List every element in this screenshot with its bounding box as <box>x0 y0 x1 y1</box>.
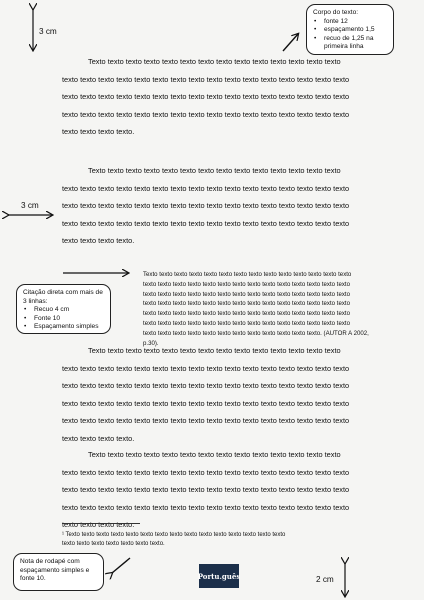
text-line: Texto texto texto texto texto texto texto texto texto texto texto texto texto texto <box>88 57 341 66</box>
quote-note-title: Citação direta com mais de 3 linhas: <box>23 289 103 305</box>
brand-logo-text: Portu.guês <box>197 571 241 581</box>
body-paragraph-3 <box>62 342 386 448</box>
quote-line: texto texto texto texto texto texto texto texto texto texto texto texto. (AUTOR A 2002, <box>143 329 369 337</box>
quote-line: texto texto texto texto texto texto texto texto texto texto texto texto texto texto <box>143 300 350 308</box>
body-note-list <box>313 18 387 52</box>
body-note-item: • espaçamento 1,5 <box>313 26 387 35</box>
quote-line: texto texto texto texto texto texto texto texto texto texto texto texto texto texto <box>143 290 350 298</box>
text-line: texto texto texto texto texto texto texto texto texto texto texto texto texto texto texto texto <box>62 109 350 119</box>
body-note-arrow <box>283 34 298 51</box>
footnote-line: texto texto texto texto texto texto texto. <box>62 541 165 547</box>
text-line: Texto texto texto texto texto texto texto texto texto texto texto texto texto texto <box>88 346 341 355</box>
body-note-item: • fonte 12 <box>313 18 387 27</box>
text-line: Texto texto texto texto texto texto texto texto texto texto texto texto texto texto <box>88 450 341 459</box>
text-line: texto texto texto texto texto texto texto texto texto texto texto texto texto texto texto texto <box>62 183 350 193</box>
footnote <box>62 531 382 549</box>
text-line: texto texto texto texto texto texto texto texto texto texto texto texto texto texto texto texto <box>62 502 350 512</box>
quote-note-item: • Espaçamento simples <box>23 323 104 332</box>
quote-note-item: • Fonte 10 <box>23 315 104 324</box>
quote-line: texto texto texto texto texto texto texto texto texto texto texto texto texto texto <box>143 310 350 318</box>
text-line: texto texto texto texto texto texto texto texto texto texto texto texto texto texto texto texto <box>62 398 350 408</box>
text-line: texto texto texto texto texto texto texto texto texto texto texto texto texto texto texto texto <box>62 92 350 102</box>
footnote-format-note <box>13 553 104 591</box>
quote-format-note <box>16 284 111 334</box>
left-margin-label: 3 cm <box>21 201 39 210</box>
footnote-note-arrow <box>112 558 130 573</box>
text-line: texto texto texto texto texto texto texto texto texto texto texto texto texto texto texto texto <box>62 74 350 84</box>
text-line: texto texto texto texto texto texto texto texto texto texto texto texto texto texto texto texto <box>62 485 350 495</box>
quote-line: texto texto texto texto texto texto texto texto texto texto texto texto texto texto <box>143 280 350 288</box>
text-line: texto texto texto texto texto texto texto texto texto texto texto texto texto texto texto texto <box>62 467 350 477</box>
text-line: texto texto texto texto. <box>62 520 135 530</box>
text-line: texto texto texto texto texto texto texto texto texto texto texto texto texto texto texto texto <box>62 218 350 228</box>
body-paragraph-4 <box>62 446 386 534</box>
bottom-margin-label: 2 cm <box>316 575 334 584</box>
body-format-note <box>306 4 394 55</box>
quote-line: p.30). <box>143 339 159 347</box>
body-note-title: Corpo do texto: <box>313 9 359 16</box>
text-line: texto texto texto texto texto texto texto texto texto texto texto texto texto texto texto texto <box>62 416 350 426</box>
footnote-line: ¹ Texto texto texto texto texto texto texto texto texto texto texto texto texto texto texto <box>62 532 286 538</box>
quote-note-item: • Recuo 4 cm <box>23 306 104 315</box>
text-line: texto texto texto texto. <box>62 236 135 246</box>
text-line: texto texto texto texto texto texto texto texto texto texto texto texto texto texto texto texto <box>62 363 350 373</box>
quote-line: Texto texto texto texto texto texto texto texto texto texto texto texto texto texto <box>143 271 352 278</box>
text-line: texto texto texto texto texto texto texto texto texto texto texto texto texto texto texto texto <box>62 201 350 211</box>
block-quote <box>143 270 387 348</box>
footnote-note-text: Nota de rodapé com espaçamento simples e fonte 10. <box>20 558 90 583</box>
footnote-separator <box>62 523 140 524</box>
brand-logo <box>199 564 239 588</box>
text-line: Texto texto texto texto texto texto texto texto texto texto texto texto texto texto <box>88 166 341 175</box>
text-line: texto texto texto texto. <box>62 433 135 443</box>
body-note-item: • recuo de 1,25 na primeira linha <box>313 35 387 52</box>
text-line: texto texto texto texto. <box>62 127 135 137</box>
text-line: texto texto texto texto texto texto texto texto texto texto texto texto texto texto texto texto <box>62 381 350 391</box>
body-paragraph-2 <box>62 162 386 250</box>
top-margin-label: 3 cm <box>39 27 57 36</box>
quote-note-list <box>23 306 104 332</box>
body-paragraph-1 <box>62 53 386 141</box>
quote-line: texto texto texto texto texto texto texto texto texto texto texto texto texto texto <box>143 319 350 327</box>
